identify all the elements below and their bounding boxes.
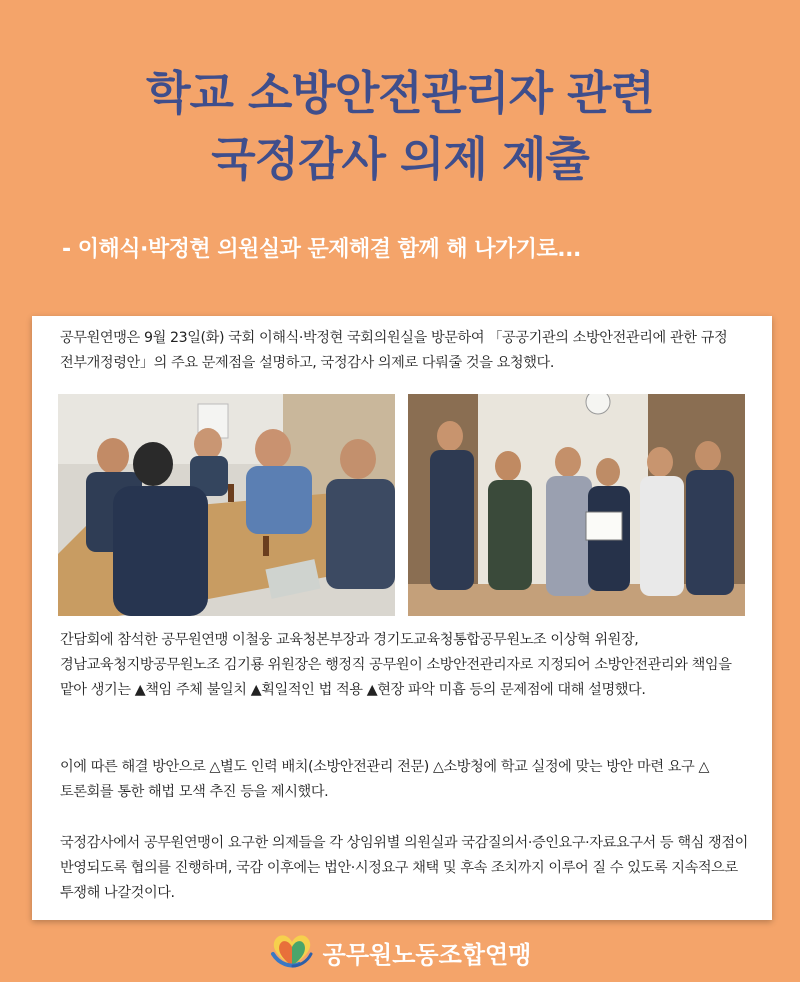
- page-title: [0, 60, 800, 192]
- article-paragraph-3: 이에 따른 해결 방안으로 △별도 인력 배치(소방안전관리 전문) △소방청에 학교 실정에 맞는 방안 마련 요구 △토론회를 통한 해법 모색 추진 등을 제시했다.: [60, 759, 709, 800]
- article-intro: 공무원연맹은 9월 23일(화) 국회 이해식·박정현 국회의원실을 방문하여 「공공기관의 소방안전관리에 관한 규정 전부개정령안」의 주요 문제점을 설명하고, 국정감사 의제로 다뤄줄 것을 요청했다.: [60, 330, 728, 371]
- group-photo: [408, 394, 745, 616]
- article-paragraph-4: 국정감사에서 공무원연맹이 요구한 의제들을 각 상임위별 의원실과 국감질의서·증인요구·자료요구서 등 핵심 쟁점이 반영되도록 협의를 진행하며, 국감 이후에는 법안·시정요구 채택 및 후속 조치까지 이루어 질 수 있도록 지속적으로 투쟁해 나갈것이다.: [60, 835, 748, 901]
- footer: [0, 928, 800, 976]
- article-card: [32, 316, 772, 920]
- org-name: 공무원노동조합연맹: [322, 940, 532, 969]
- article-paragraph-2: 간담회에 참석한 공무원연맹 이철웅 교육청본부장과 경기도교육청통합공무원노조 이상혁 위원장, 경남교육청지방공무원노조 김기룡 위원장은 행정직 공무원이 소방안전관리자로 지정되어 소방안전관리와 책임을 맡아 생기는 ▲책임 주체 불일치 ▲획일적인 법 적용 ▲현장 파악 미흡 등의 문제점에 대해 설명했다.: [60, 632, 732, 698]
- meeting-photo: [58, 394, 395, 616]
- heart-hands-logo-icon: [269, 930, 315, 974]
- page-subtitle: - 이해식·박정현 의원실과 문제해결 함께 해 나가기로...: [62, 237, 581, 262]
- title-line-2: 국정감사 의제 제출: [211, 132, 589, 186]
- title-line-1: 학교 소방안전관리자 관련: [146, 66, 654, 120]
